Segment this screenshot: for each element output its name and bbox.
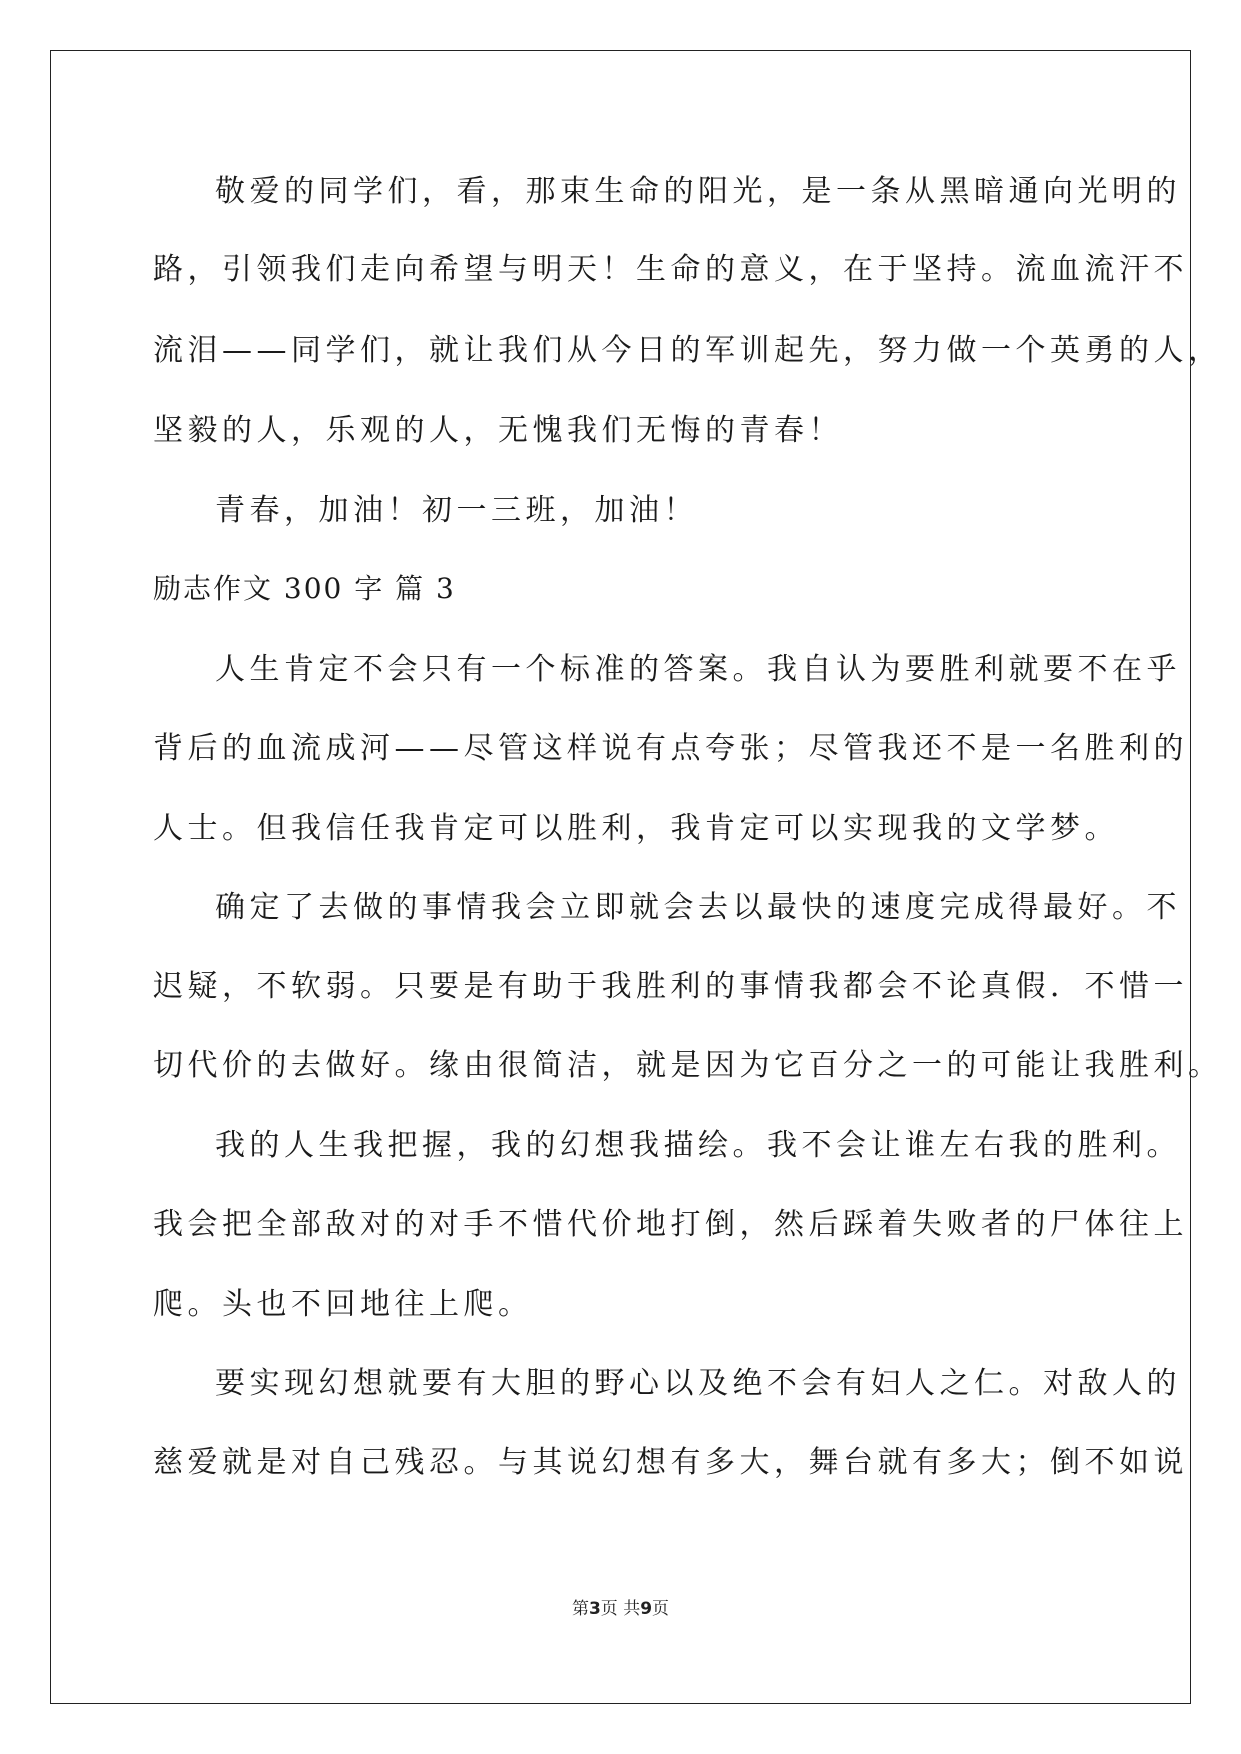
paragraph-line: 确定了去做的事情我会立即就会去以最快的速度完成得最好。不 [215,890,1181,925]
paragraph-line: 人生肯定不会只有一个标准的答案。我自认为要胜利就要不在乎 [215,652,1181,687]
paragraph-line: 要实现幻想就要有大胆的野心以及绝不会有妇人之仁。对敌人的 [215,1366,1181,1401]
footer-mid: 页 共 [600,1599,641,1619]
paragraph-line: 迟疑，不软弱。只要是有助于我胜利的事情我都会不论真假．不惜一 [153,969,1188,1004]
page-footer [0,1597,1241,1621]
paragraph-line: 路，引领我们走向希望与明天！生命的意义，在于坚持。流血流汗不 [153,252,1188,287]
section-heading: 励志作文 300 字 篇 3 [153,572,456,605]
paragraph-line: 爬。头也不回地往上爬。 [153,1287,533,1322]
paragraph-line: 我的人生我把握，我的幻想我描绘。我不会让谁左右我的胜利。 [215,1128,1181,1163]
footer-suffix: 页 [652,1599,670,1619]
paragraph-line: 我会把全部敌对的对手不惜代价地打倒，然后踩着失败者的尸体往上 [153,1207,1188,1242]
footer-prefix: 第 [571,1599,589,1619]
paragraph-line: 切代价的去做好。缘由很简洁，就是因为它百分之一的可能让我胜利。 [153,1048,1223,1083]
paragraph-line: 人士。但我信任我肯定可以胜利，我肯定可以实现我的文学梦。 [153,811,1119,846]
paragraph-line: 背后的血流成河——尽管这样说有点夸张；尽管我还不是一名胜利的 [153,731,1188,766]
current-page-number: 3 [588,1599,601,1619]
paragraph-line: 敬爱的同学们，看，那束生命的阳光，是一条从黑暗通向光明的 [215,174,1181,209]
paragraph-line: 慈爱就是对自己残忍。与其说幻想有多大，舞台就有多大；倒不如说 [153,1445,1188,1480]
total-page-number: 9 [640,1599,653,1619]
paragraph-line: 青春，加油！初一三班，加油！ [215,493,698,528]
paragraph-line: 坚毅的人，乐观的人，无愧我们无悔的青春！ [153,413,843,448]
paragraph-line: 流泪——同学们，就让我们从今日的军训起先，努力做一个英勇的人， [153,333,1223,368]
